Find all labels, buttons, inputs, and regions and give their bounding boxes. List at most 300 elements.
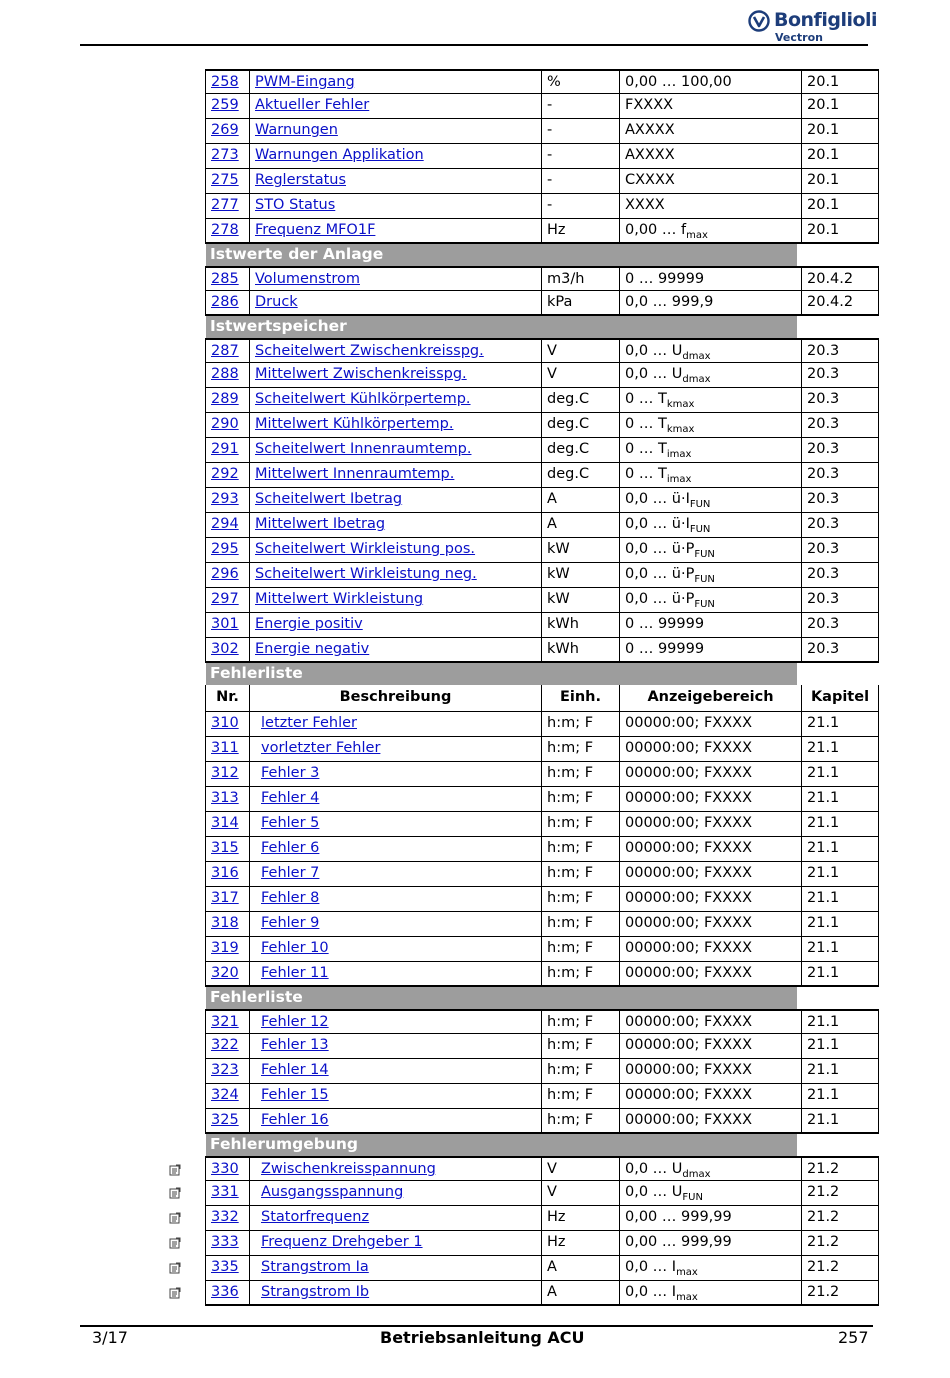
parameter-number-cell [206,1059,250,1083]
parameter-number-cell [206,413,250,437]
parameter-number-link[interactable]: 325 [211,1112,239,1128]
parameter-description-cell [250,1059,542,1083]
parameter-range [620,194,802,218]
parameter-range [620,538,802,562]
parameter-range [620,762,802,786]
table-row [205,1109,879,1134]
parameter-description-link[interactable]: Fehler 14 [261,1062,329,1078]
parameter-description-link[interactable]: Fehler 9 [261,915,320,931]
parameter-description-cell [250,887,542,911]
parameter-number-link[interactable]: 290 [211,416,239,432]
page-number: 257 [838,1328,869,1347]
parameter-number-link[interactable]: 322 [211,1037,239,1053]
parameter-description-link[interactable]: Fehler 13 [261,1037,329,1053]
parameter-description-link[interactable]: Scheitelwert Kühlkörpertemp. [255,391,471,407]
parameter-number-link[interactable]: 291 [211,441,239,457]
parameter-range-text: 0,0 … U [625,1161,683,1177]
parameter-number-link[interactable]: 292 [211,466,239,482]
column-header-nr: Nr. [206,685,250,711]
table-row [205,413,879,438]
parameter-description-link[interactable]: Fehler 12 [261,1014,329,1030]
parameter-description-cell [250,563,542,587]
parameter-unit: A [542,1281,620,1304]
parameter-number-cell [206,887,250,911]
parameter-unit: Hz [542,219,620,242]
parameter-range-text: AXXXX [625,147,675,163]
section-heading [205,987,879,1009]
parameter-description-link[interactable]: Scheitelwert Zwischenkreisspg. [255,343,484,359]
parameter-description-cell [250,588,542,612]
parameter-description-cell [250,219,542,242]
parameter-chapter: 21.1 [807,890,840,906]
parameter-number-link[interactable]: 302 [211,641,239,657]
parameter-number-link[interactable]: 319 [211,940,239,956]
parameter-description-link[interactable]: Fehler 8 [261,890,320,906]
parameter-range-subscript: FUN [689,498,711,510]
parameter-number-link[interactable]: 314 [211,815,239,831]
section-heading-text: Istwerte der Anlage [210,245,384,263]
header-rule [80,44,868,46]
parameter-number-cell [206,463,250,487]
parameter-description-cell [250,340,542,362]
parameter-number-link[interactable]: 288 [211,366,239,382]
parameter-number-link[interactable]: 313 [211,790,239,806]
parameter-description-link[interactable]: Energie positiv [255,616,363,632]
parameter-range-text: 0,0 … ü·P [625,591,695,607]
section-heading [205,244,879,266]
parameter-chapter: 20.3 [807,566,840,582]
parameter-number-cell [206,588,250,612]
table-row [205,937,879,962]
parameter-chapter: 21.1 [807,790,840,806]
parameter-description-link[interactable]: Fehler 3 [261,765,320,781]
parameter-number-link[interactable]: 278 [211,222,239,238]
parameter-number-link[interactable]: 297 [211,591,239,607]
parameter-range [620,363,802,387]
parameter-chapter: 21.2 [807,1184,840,1200]
parameter-unit: kW [542,588,620,612]
table-row [205,737,879,762]
parameter-number-link[interactable]: 315 [211,840,239,856]
parameter-range-text: 0,0 … ü·P [625,566,695,582]
parameter-number-link[interactable]: 287 [211,343,239,359]
section-heading [205,316,879,338]
parameter-chapter: 20.1 [807,197,840,213]
parameter-range-text: 00000:00; FXXXX [625,740,753,756]
column-header-row [205,685,879,712]
parameter-unit: deg.C [542,388,620,412]
section-heading-text: Fehlerliste [210,988,303,1006]
parameter-description-link[interactable]: Scheitelwert Innenraumtemp. [255,441,472,457]
parameter-description-link[interactable]: Energie negativ [255,641,370,657]
parameter-number-link[interactable]: 310 [211,715,239,731]
parameter-number-cell [206,1181,250,1205]
parameter-range [620,71,802,93]
parameter-range [620,962,802,985]
parameter-range-text: 00000:00; FXXXX [625,765,753,781]
parameter-description-cell [250,1231,542,1255]
parameter-number-link[interactable]: 295 [211,541,239,557]
parameter-unit: Hz [542,1231,620,1255]
parameter-chapter: 20.3 [807,466,840,482]
parameter-chapter: 21.1 [807,965,840,981]
parameter-range [620,1059,802,1083]
parameter-range [620,144,802,168]
parameter-range-text: 0 … 99999 [625,271,705,287]
parameter-number-link[interactable]: 273 [211,147,239,163]
parameter-range-text: 0,00 … 100,00 [625,74,732,90]
parameter-range [620,388,802,412]
parameter-unit: m3/h [542,268,620,290]
parameter-description-cell [250,388,542,412]
parameter-number-cell [206,812,250,836]
parameter-unit: % [542,71,620,93]
parameter-number-link[interactable]: 311 [211,740,239,756]
parameter-unit: h:m; F [542,1011,620,1033]
parameter-description-link[interactable]: Aktueller Fehler [255,97,370,113]
parameter-description-link[interactable]: Fehler 10 [261,940,329,956]
parameter-unit: deg.C [542,438,620,462]
section-heading-text: Istwertspeicher [210,317,347,335]
table-row [205,787,879,812]
parameter-chapter: 21.1 [807,1062,840,1078]
table-row [205,962,879,987]
parameter-number-link[interactable]: 321 [211,1014,239,1030]
parameter-chapter: 21.1 [807,1087,840,1103]
parameter-range-text: 0,0 … ü·P [625,541,695,557]
parameter-range-subscript: kmax [666,398,695,410]
parameter-unit: h:m; F [542,862,620,886]
parameter-number-link[interactable]: 296 [211,566,239,582]
parameter-unit: A [542,513,620,537]
parameter-range-subscript: FUN [694,598,715,610]
parameter-description-link[interactable]: Fehler 16 [261,1112,329,1128]
table-row [205,194,879,219]
parameter-chapter: 20.3 [807,416,840,432]
parameter-description-link[interactable]: Frequenz Drehgeber 1 [261,1234,423,1250]
parameter-description-link[interactable]: Fehler 5 [261,815,320,831]
parameter-number-link[interactable]: 285 [211,271,239,287]
parameter-number-link[interactable]: 259 [211,97,239,113]
parameter-description-cell [250,291,542,314]
parameter-chapter: 20.1 [807,172,840,188]
parameter-description-cell [250,1034,542,1058]
parameter-number-cell [206,563,250,587]
parameter-number-link[interactable]: 301 [211,616,239,632]
table-row [205,69,879,94]
parameter-unit: h:m; F [542,887,620,911]
table-row [205,219,879,244]
parameter-number-cell [206,762,250,786]
parameter-chapter: 20.1 [807,147,840,163]
parameter-description-cell [250,638,542,661]
parameter-range-subscript: max [676,1266,698,1278]
parameter-chapter: 21.1 [807,815,840,831]
bonfiglioli-logo-icon [748,10,770,32]
parameter-unit: V [542,1181,620,1205]
parameter-number-link[interactable]: 333 [211,1234,239,1250]
note-icon [169,1212,181,1224]
parameter-number-link[interactable]: 275 [211,172,239,188]
parameter-range [620,488,802,512]
parameter-description-link[interactable]: letzter Fehler [261,715,357,731]
parameter-chapter: 21.1 [807,1112,840,1128]
parameter-unit: h:m; F [542,1084,620,1108]
parameter-number-cell [206,219,250,242]
parameter-range-text: 0,00 … 999,99 [625,1209,732,1225]
parameter-number-cell [206,1231,250,1255]
parameter-unit: h:m; F [542,787,620,811]
parameter-chapter: 20.3 [807,516,840,532]
parameter-range-subscript: kmax [666,423,695,435]
parameter-description-link[interactable]: vorletzter Fehler [261,740,381,756]
parameter-range [620,1109,802,1132]
parameter-range-text: FXXXX [625,97,674,113]
parameter-number-cell [206,1256,250,1280]
parameter-range-text: 0 … T [625,391,667,407]
parameter-chapter: 20.3 [807,616,840,632]
parameter-range-text: 00000:00; FXXXX [625,890,753,906]
parameter-description-cell [250,488,542,512]
parameter-range [620,613,802,637]
parameter-unit: - [542,169,620,193]
table-row [205,488,879,513]
parameter-number-cell [206,340,250,362]
parameter-unit: kW [542,563,620,587]
parameter-description-link[interactable]: Scheitelwert Wirkleistung pos. [255,541,476,557]
parameter-number-cell [206,962,250,985]
parameter-number-cell [206,638,250,661]
parameter-chapter: 21.2 [807,1284,840,1300]
parameter-description-link[interactable]: Mittelwert Zwischenkreisspg. [255,366,467,382]
parameter-unit: - [542,144,620,168]
parameter-description-link[interactable]: Mittelwert Kühlkörpertemp. [255,416,454,432]
parameter-range-subscript: dmax [682,373,711,385]
parameter-range-text: 00000:00; FXXXX [625,865,753,881]
parameter-description-link[interactable]: Fehler 7 [261,865,320,881]
parameter-range [620,1084,802,1108]
parameter-range [620,638,802,661]
parameter-number-cell [206,937,250,961]
parameter-range-text: 0,0 … U [625,343,683,359]
parameter-description-link[interactable]: Frequenz MFO1F [255,222,376,238]
parameter-chapter: 20.3 [807,366,840,382]
table-row [205,762,879,787]
parameter-description-link[interactable]: Zwischenkreisspannung [261,1161,436,1177]
parameter-description-link[interactable]: Warnungen [255,122,338,138]
parameter-range [620,787,802,811]
parameter-description-link[interactable]: Statorfrequenz [261,1209,370,1225]
parameter-description-cell [250,363,542,387]
parameter-number-link[interactable]: 324 [211,1087,239,1103]
parameter-description-cell [250,962,542,985]
parameter-chapter: 21.1 [807,765,840,781]
parameter-chapter: 20.3 [807,641,840,657]
parameter-range-text: 00000:00; FXXXX [625,965,753,981]
parameter-description-cell [250,119,542,143]
parameter-description-cell [250,1181,542,1205]
table-row [205,438,879,463]
parameter-number-cell [206,787,250,811]
table-row [205,1059,879,1084]
parameter-chapter: 20.3 [807,441,840,457]
parameter-unit: - [542,119,620,143]
parameter-number-link[interactable]: 294 [211,516,239,532]
parameter-number-cell [206,363,250,387]
parameter-description-cell [250,194,542,218]
parameter-unit: h:m; F [542,912,620,936]
parameter-description-link[interactable]: Fehler 4 [261,790,320,806]
parameter-range-text: 00000:00; FXXXX [625,790,753,806]
parameter-description-link[interactable]: Druck [255,294,298,310]
parameter-unit: V [542,1158,620,1180]
table-row [205,94,879,119]
parameter-number-cell [206,862,250,886]
table-row [205,1231,879,1256]
table-row [205,169,879,194]
parameter-description-link[interactable]: Scheitelwert Ibetrag [255,491,403,507]
parameter-number-link[interactable]: 277 [211,197,239,213]
parameter-range-text: 00000:00; FXXXX [625,1062,753,1078]
parameter-unit: h:m; F [542,812,620,836]
table-row [205,1034,879,1059]
note-icon [169,1164,181,1176]
parameter-description-cell [250,837,542,861]
parameter-description-link[interactable]: PWM-Eingang [255,74,355,90]
parameter-unit: h:m; F [542,1109,620,1132]
parameter-description-cell [250,1281,542,1304]
parameter-range [620,291,802,314]
parameter-description-link[interactable]: Mittelwert Innenraumtemp. [255,466,455,482]
parameter-description-cell [250,438,542,462]
parameter-unit: V [542,340,620,362]
parameter-description-link[interactable]: Mittelwert Ibetrag [255,516,386,532]
parameter-number-cell [206,538,250,562]
parameter-number-cell [206,1206,250,1230]
parameter-range-text: 0,00 … f [625,222,687,238]
parameter-range [620,219,802,242]
parameter-range [620,712,802,736]
parameter-unit: kPa [542,291,620,314]
parameter-description-cell [250,169,542,193]
parameter-number-link[interactable]: 286 [211,294,239,310]
parameter-number-cell [206,1011,250,1033]
parameter-table [205,69,879,1306]
parameter-unit: - [542,194,620,218]
parameter-chapter: 21.1 [807,1014,840,1030]
parameter-range-subscript: max [676,1291,698,1303]
note-icon [169,1262,181,1274]
parameter-range [620,438,802,462]
parameter-number-cell [206,144,250,168]
parameter-range-text: 00000:00; FXXXX [625,1112,753,1128]
parameter-range [620,862,802,886]
parameter-range [620,1034,802,1058]
parameter-chapter: 20.3 [807,343,840,359]
parameter-description-link[interactable]: Fehler 6 [261,840,320,856]
parameter-description-link[interactable]: Ausgangsspannung [261,1184,404,1200]
parameter-number-link[interactable]: 323 [211,1062,239,1078]
parameter-number-link[interactable]: 318 [211,915,239,931]
parameter-description-link[interactable]: Mittelwert Wirkleistung [255,591,424,607]
table-row [205,912,879,937]
parameter-number-link[interactable]: 317 [211,890,239,906]
parameter-range [620,1281,802,1304]
parameter-range-text: 00000:00; FXXXX [625,715,753,731]
parameter-range-text: 00000:00; FXXXX [625,1014,753,1030]
parameter-range [620,1206,802,1230]
parameter-description-link[interactable]: Strangstrom Ib [261,1284,370,1300]
parameter-number-link[interactable]: 331 [211,1184,239,1200]
parameter-number-link[interactable]: 335 [211,1259,239,1275]
parameter-number-cell [206,169,250,193]
parameter-number-link[interactable]: 320 [211,965,239,981]
parameter-number-cell [206,1281,250,1304]
table-row [205,887,879,912]
parameter-unit: deg.C [542,463,620,487]
parameter-range-subscript: FUN [689,523,711,535]
parameter-description-link[interactable]: Scheitelwert Wirkleistung neg. [255,566,477,582]
table-row [205,1256,879,1281]
parameter-chapter: 21.2 [807,1234,840,1250]
parameter-number-link[interactable]: 269 [211,122,239,138]
parameter-number-link[interactable]: 336 [211,1284,239,1300]
parameter-range [620,937,802,961]
table-row [205,266,879,291]
parameter-number-cell [206,1109,250,1132]
parameter-range-text: 0,0 … 999,9 [625,294,714,310]
parameter-chapter: 21.1 [807,840,840,856]
parameter-chapter: 20.3 [807,391,840,407]
parameter-description-link[interactable]: Reglerstatus [255,172,347,188]
note-icon [169,1287,181,1299]
parameter-range-text: 00000:00; FXXXX [625,815,753,831]
parameter-number-link[interactable]: 293 [211,491,239,507]
parameter-description-link[interactable]: Fehler 15 [261,1087,329,1103]
parameter-number-link[interactable]: 289 [211,391,239,407]
parameter-description-cell [250,1158,542,1180]
parameter-description-link[interactable]: Fehler 11 [261,965,329,981]
parameter-range-text: 00000:00; FXXXX [625,940,753,956]
parameter-range [620,463,802,487]
parameter-range [620,563,802,587]
parameter-number-link[interactable]: 332 [211,1209,239,1225]
parameter-description-link[interactable]: Warnungen Applikation [255,147,424,163]
parameter-description-link[interactable]: STO Status [255,197,336,213]
parameter-range [620,912,802,936]
parameter-chapter: 20.1 [807,74,840,90]
table-row [205,638,879,663]
parameter-number-link[interactable]: 330 [211,1161,239,1177]
parameter-description-cell [250,71,542,93]
parameter-description-link[interactable]: Strangstrom Ia [261,1259,369,1275]
parameter-chapter: 20.3 [807,591,840,607]
parameter-description-link[interactable]: Volumenstrom [255,271,360,287]
parameter-range [620,268,802,290]
parameter-description-cell [250,513,542,537]
table-row [205,538,879,563]
table-row [205,1156,879,1181]
parameter-range-text: 00000:00; FXXXX [625,840,753,856]
parameter-number-link[interactable]: 316 [211,865,239,881]
parameter-range [620,1256,802,1280]
parameter-number-link[interactable]: 312 [211,765,239,781]
footer-title: Betriebsanleitung ACU [380,1328,585,1347]
parameter-chapter: 21.1 [807,865,840,881]
parameter-number-link[interactable]: 258 [211,74,239,90]
parameter-range-subscript: FUN [682,1191,703,1203]
parameter-number-cell [206,912,250,936]
